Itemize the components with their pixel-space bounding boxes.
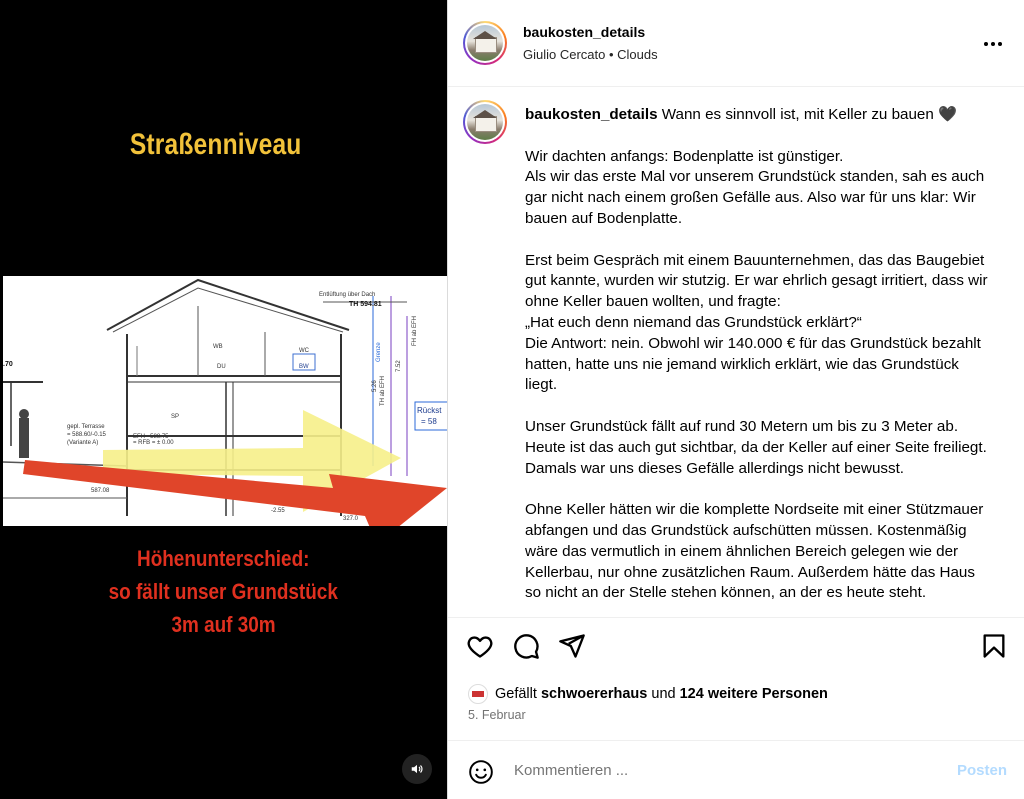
label-terrasse: gepl. Terrasse <box>67 424 105 430</box>
action-bar <box>448 617 1024 667</box>
label-th-efh: TH ab EFH <box>380 375 386 406</box>
more-icon <box>984 42 988 46</box>
caption-body: Wann es sinnvoll ist, mit Keller zu bauen 🖤 Wir dachten anfangs: Bodenplatte ist günstiger. Als wir das erste Mal vor unserem Grundstück standen, sah es auch gar nicht nach einem großen Gefälle aus. Also war für uns klar: Wir bauen auf Bodenplatte. Erst beim Gespräch mit einem Bauunternehmen, das das Baugebiet gut kannte, wurden wir stutzig. Er war ehrlich gesagt irritiert, dass wir ohne Keller bauen wollten, und fragte: „Hat euch denn niemand das Grundstück erklärt?“ Die Antwort: nein. Obwohl wir 140.000 € für das Grundstück bezahlt hatten, hatte uns nie jemand wirklich erklärt, wie das Grundstück liegt. Unser Grundstück fällt auf rund 30 Metern um bis zu 3 Meter ab. Heute ist das auch gut sichtbar, da der Keller auf einer Seite freiliegt. Damals war uns dieses Gefälle allerdings nicht bewusst. Ohne Keller hätten wir die komplette Nordseite mit einer Stützmauer abfangen und das Grundstück aufschütten müssen. Kostenmäßig wäre das vermutlich in einem ähnlichen Bereich gelegen wie der Kellerbau, nur ohne zusätzlichen Raum. Außerdem hätte das Haus so nicht an der Stelle stehen können, an der es heute steht. <box>525 106 988 602</box>
label-g2: -2.55 <box>271 508 285 514</box>
post-side-panel <box>447 0 1024 799</box>
label-bw: BW <box>299 364 309 370</box>
comment-icon[interactable] <box>512 632 540 660</box>
avatar[interactable] <box>463 21 507 65</box>
label-dach: Entlüftung über Dach <box>319 292 376 298</box>
bookmark-icon[interactable] <box>980 632 1008 660</box>
post-header <box>448 0 1024 87</box>
liker-avatar[interactable] <box>468 684 488 704</box>
label-left-val: .70 <box>3 361 13 368</box>
post-media[interactable] <box>0 0 447 799</box>
sound-icon <box>410 762 424 776</box>
label-variante: (Variante A) <box>67 440 99 446</box>
label-g3: 327.0 <box>343 516 359 522</box>
media-caption-line-3: 3m auf 30m <box>171 612 276 637</box>
label-grenze: Grenze <box>376 342 382 362</box>
likes-summary <box>468 684 1008 704</box>
heart-icon[interactable] <box>466 632 494 660</box>
share-icon[interactable] <box>558 632 586 660</box>
label-h1: 7.52 <box>396 360 402 372</box>
likes-prefix: Gefällt <box>495 686 537 702</box>
media-caption-line-2: so fällt unser Grundstück <box>108 579 339 604</box>
label-du: DU <box>217 364 226 370</box>
sound-toggle-button[interactable] <box>402 754 432 784</box>
label-sp: SP <box>171 414 180 420</box>
header-audio-info[interactable]: Giulio Cercato • Clouds <box>523 47 658 62</box>
media-title: Straßenniveau <box>129 128 302 161</box>
section-drawing <box>3 276 447 526</box>
media-caption-line-1: Höhenunterschied: <box>137 546 310 571</box>
caption-avatar[interactable] <box>463 100 507 144</box>
label-th: TH 594.81 <box>349 301 382 308</box>
section-plan-image <box>3 276 447 526</box>
comment-bar <box>448 740 1024 799</box>
label-rfb: = RFB = ± 0.00 <box>133 440 174 446</box>
liker-username[interactable]: schwoererhaus <box>540 686 648 702</box>
label-wb: WB <box>213 344 223 350</box>
label-fh: FH ab EFH <box>412 315 418 346</box>
more-options-button[interactable] <box>981 32 1005 56</box>
emoji-icon[interactable] <box>468 759 494 785</box>
post-comment-button[interactable]: Posten <box>957 762 1008 779</box>
likes-others-link[interactable]: 124 weitere Personen <box>679 686 828 702</box>
caption-scroll-area[interactable] <box>448 88 1024 617</box>
likes-middle: und <box>651 686 676 702</box>
label-wc: WC <box>299 348 309 354</box>
header-username[interactable]: baukosten_details <box>523 24 646 40</box>
label-h2: 5.26 <box>372 380 378 392</box>
label-efh: EFH= 588.75 <box>133 434 169 440</box>
label-terrasse-val: = 588.60/-0.15 <box>67 432 106 438</box>
post-date[interactable]: 5. Februar <box>468 708 526 722</box>
caption-username[interactable]: baukosten_details <box>525 106 658 123</box>
label-g1: 587.08 <box>91 488 110 494</box>
label-rueck-val: = 58 <box>421 417 437 426</box>
caption-text <box>525 105 995 604</box>
label-rueck: Rückst <box>417 406 442 415</box>
comment-input[interactable] <box>514 762 934 779</box>
